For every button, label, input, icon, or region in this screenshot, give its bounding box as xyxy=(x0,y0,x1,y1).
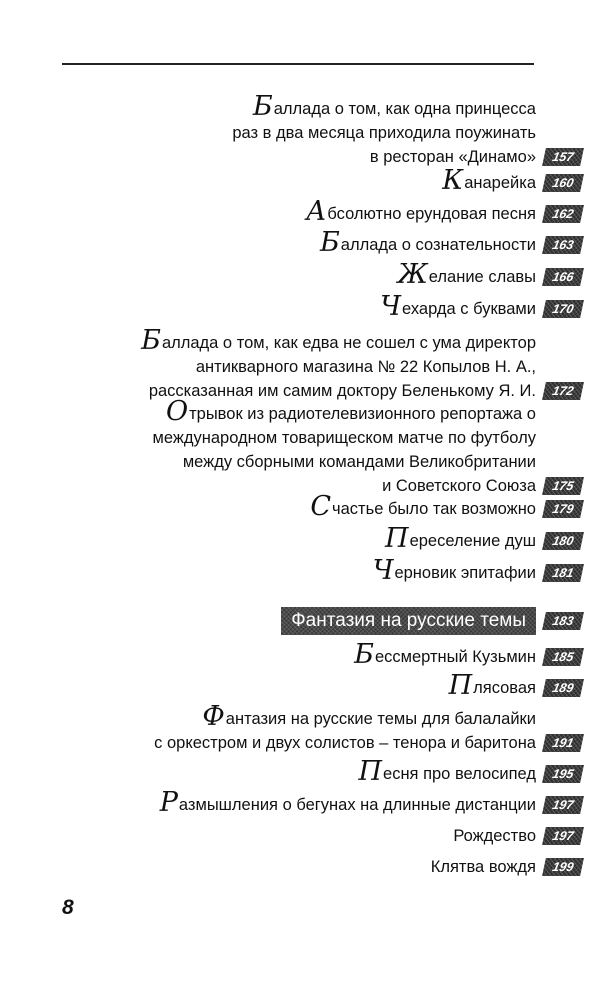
entry-line: и Советского Союза xyxy=(382,477,536,495)
toc-entry[interactable] xyxy=(154,701,575,755)
page-number-badge: 189 xyxy=(542,679,584,697)
entry-line: бсолютно ерундовая песня xyxy=(327,205,536,223)
page-number-badge: 180 xyxy=(542,532,584,550)
toc-entry[interactable] xyxy=(448,670,575,701)
entry-line: антазия на русские темы для балалайки xyxy=(225,710,536,728)
toc-entry[interactable] xyxy=(152,396,575,498)
section-title: Фантазия на русские темы xyxy=(291,610,526,631)
toc-entry[interactable] xyxy=(397,259,575,290)
page-number-badge: 183 xyxy=(542,612,584,630)
page-number-badge: 162 xyxy=(542,205,584,223)
entry-line: анарейка xyxy=(464,174,536,192)
entry-line: Клятва вождя xyxy=(430,858,536,876)
page-folio: 8 xyxy=(62,896,74,919)
toc-entry[interactable] xyxy=(442,165,575,196)
page-number-badge: 181 xyxy=(542,564,584,582)
page-number-badge: 170 xyxy=(542,300,584,318)
toc-entry[interactable] xyxy=(141,325,575,403)
page-number-badge: 157 xyxy=(542,148,584,166)
entry-line: Рождество xyxy=(453,827,536,845)
entry-line: есня про велосипед xyxy=(383,765,536,783)
toc-entry[interactable] xyxy=(319,227,575,258)
toc-entry[interactable] xyxy=(232,91,575,169)
entry-line: ессмертный Кузьмин xyxy=(374,648,536,666)
page-number-badge: 179 xyxy=(542,500,584,518)
toc-entry[interactable] xyxy=(380,291,575,322)
entry-line: раз в два месяца приходила поужинать xyxy=(232,124,536,142)
page-number-badge: 175 xyxy=(542,477,584,495)
page-number-badge: 163 xyxy=(542,236,584,254)
entry-line: ерновик эпитафии xyxy=(394,564,536,582)
drop-cap: Ж xyxy=(397,259,428,290)
page-number-badge: 197 xyxy=(542,827,584,845)
entry-line: лясовая xyxy=(473,679,536,697)
drop-cap: Б xyxy=(141,325,161,356)
page-number-badge: 195 xyxy=(542,765,584,783)
drop-cap: О xyxy=(165,396,189,427)
toc-entry[interactable] xyxy=(354,639,575,670)
entry-line: частье было так возможно xyxy=(332,500,536,518)
entry-line: между сборными командами Великобритании xyxy=(182,453,536,471)
entry-line: с оркестром и двух солистов – тенора и баритона xyxy=(154,734,536,752)
page-number-badge: 199 xyxy=(542,858,584,876)
entry-line: трывок из радиотелевизионного репортажа о xyxy=(189,405,536,423)
drop-cap: Б xyxy=(319,227,340,258)
entry-line: в ресторан «Динамо» xyxy=(369,148,536,166)
page-number-badge: 197 xyxy=(542,796,584,814)
drop-cap: А xyxy=(305,196,327,227)
entry-line: елание славы xyxy=(428,268,536,286)
drop-cap: Б xyxy=(354,639,374,670)
entry-line: международном товарищеском матче по футболу xyxy=(152,429,536,447)
drop-cap: П xyxy=(385,523,409,554)
page-number-badge: 160 xyxy=(542,174,584,192)
toc-entry[interactable] xyxy=(430,855,575,879)
section-heading[interactable] xyxy=(281,607,575,635)
entry-line: аллада о сознательности xyxy=(340,236,536,254)
drop-cap: Ф xyxy=(202,701,225,732)
toc-entry[interactable] xyxy=(305,196,575,227)
entry-line: аллада о том, как одна принцесса xyxy=(273,100,536,118)
page-number-badge: 172 xyxy=(542,382,584,400)
drop-cap: П xyxy=(358,756,383,787)
toc-entry[interactable] xyxy=(453,824,575,848)
toc-entry[interactable] xyxy=(159,787,575,818)
drop-cap: Ч xyxy=(380,291,402,322)
drop-cap: К xyxy=(442,165,464,196)
drop-cap: С xyxy=(310,491,332,522)
drop-cap: Ч xyxy=(372,555,394,586)
entry-line: ехарда с буквами xyxy=(402,300,536,318)
entry-line: ереселение душ xyxy=(409,532,536,550)
drop-cap: Р xyxy=(159,787,178,818)
entry-line: антикварного магазина № 22 Копылов Н. А., xyxy=(195,358,536,376)
entry-line: рассказанная им самим доктору Беленькому Я. И. xyxy=(148,382,536,400)
toc-entry[interactable] xyxy=(385,523,575,554)
toc-entry[interactable] xyxy=(372,555,575,586)
page-number-badge: 185 xyxy=(542,648,584,666)
entry-line: азмышления о бегунах на длинные дистанции xyxy=(178,796,536,814)
toc-entry[interactable] xyxy=(358,756,575,787)
toc-entry[interactable] xyxy=(310,491,575,522)
drop-cap: П xyxy=(448,670,473,701)
page-number-badge: 166 xyxy=(542,268,584,286)
page-number-badge: 191 xyxy=(542,734,584,752)
entry-line: аллада о том, как едва не сошел с ума директор xyxy=(161,334,536,352)
drop-cap: Б xyxy=(252,91,273,122)
